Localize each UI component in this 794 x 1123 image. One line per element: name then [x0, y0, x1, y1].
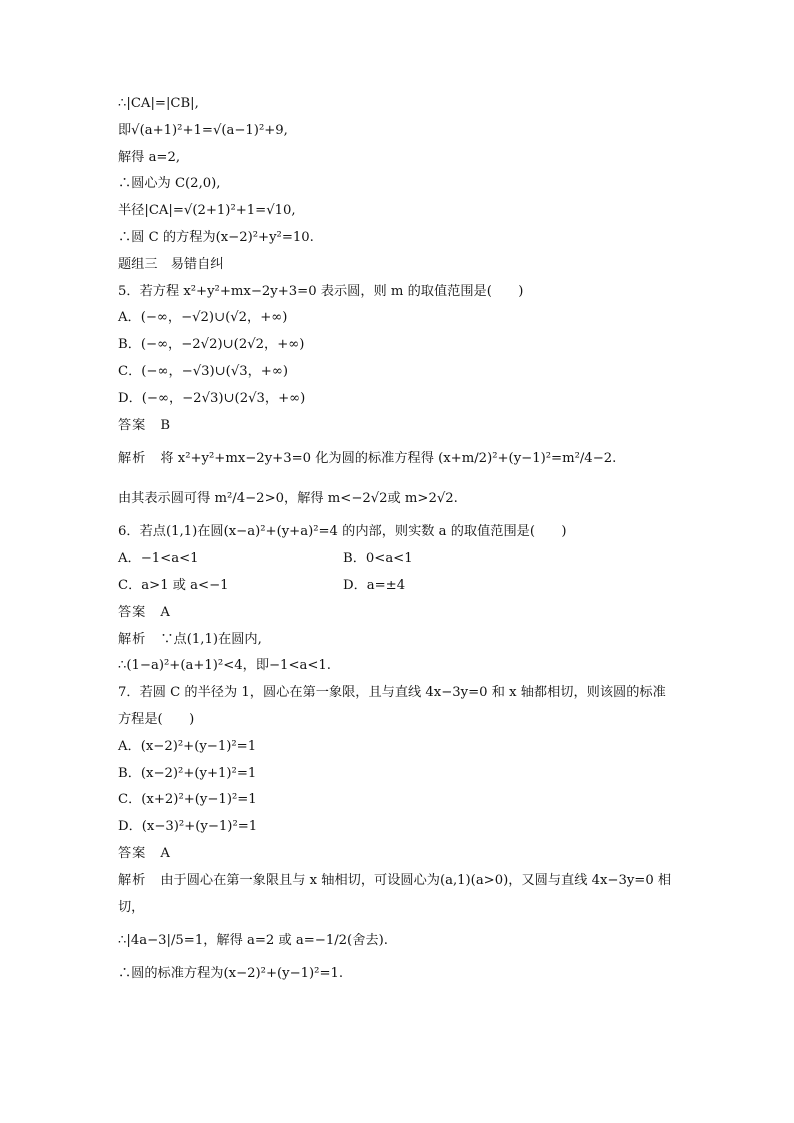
question-stem: 6．若点(1,1)在圆(x−a)²+(y+a)²=4 的内部，则实数 a 的取值范围是( ) — [118, 524, 567, 540]
solution-line: 即√(a+1)²+1=√(a−1)²+9, — [118, 122, 288, 138]
question-stem: 7．若圆 C 的半径为 1，圆心在第一象限，且与直线 4x−3y=0 和 x 轴都相切，则该圆的标准 — [118, 685, 666, 701]
analysis-line: 由其表示圆可得 m²/4−2>0，解得 m<−2√2或 m>2√2. — [118, 491, 458, 507]
option-row — [118, 546, 688, 573]
question-stem: 方程是( ) — [118, 711, 195, 727]
solution-line: 解得 a=2, — [118, 149, 181, 165]
solution-line: ∴|CA|=|CB|, — [118, 96, 199, 111]
analysis-label: 解析 — [118, 451, 147, 467]
solution-line: ∴圆心为 C(2,0), — [118, 176, 221, 192]
analysis-line: ∴(1−a)²+(a+1)²<4，即−1<a<1. — [118, 658, 331, 674]
analysis-text: ∵点(1,1)在圆内, — [160, 631, 262, 647]
answer-value: A — [160, 604, 170, 620]
analysis-label: 解析 — [118, 872, 147, 888]
analysis-line: 切， — [118, 899, 145, 915]
answer-label: 答案 — [118, 604, 147, 620]
document-page — [118, 91, 688, 988]
analysis-line: ∴|4a−3|/5=1，解得 a=2 或 a=−1/2(舍去). — [118, 933, 388, 949]
option-c: C．a>1 或 a<−1 — [118, 577, 229, 593]
answer-value: B — [160, 417, 171, 433]
option-a: A．(x−2)²+(y−1)²=1 — [118, 738, 257, 754]
option-d: D．a=±4 — [343, 577, 406, 593]
analysis-line — [118, 868, 688, 895]
analysis-label: 解析 — [118, 631, 147, 647]
option-b: B．(−∞，−2√2)∪(2√2，+∞) — [118, 337, 305, 353]
solution-line: 半径|CA|=√(2+1)²+1=√10, — [118, 203, 296, 219]
analysis-text: 由于圆心在第一象限且与 x 轴相切，可设圆心为(a,1)(a>0)，又圆与直线 4x−3y=0 相 — [160, 872, 672, 888]
answer-label: 答案 — [118, 845, 147, 861]
question-stem: 5．若方程 x²+y²+mx−2y+3=0 表示圆，则 m 的取值范围是( ) — [118, 283, 524, 299]
option-d: D．(x−3)²+(y−1)²=1 — [118, 819, 258, 835]
option-a: A．(−∞，−√2)∪(√2，+∞) — [118, 310, 288, 326]
answer-line — [118, 600, 688, 627]
option-row — [118, 573, 688, 600]
answer-value: A — [160, 845, 170, 861]
option-b: B．(x−2)²+(y+1)²=1 — [118, 765, 257, 781]
analysis-line — [118, 627, 688, 654]
option-c: C．(−∞，−√3)∪(√3，+∞) — [118, 363, 288, 379]
analysis-line: ∴圆的标准方程为(x−2)²+(y−1)²=1. — [118, 966, 344, 982]
option-b: B．0<a<1 — [343, 551, 413, 567]
solution-line: ∴圆 C 的方程为(x−2)²+y²=10. — [118, 229, 314, 245]
answer-line — [118, 413, 688, 440]
section-heading: 题组三 易错自纠 — [118, 256, 224, 272]
answer-label: 答案 — [118, 417, 147, 433]
option-a: A．−1<a<1 — [118, 551, 199, 567]
analysis-text: 将 x²+y²+mx−2y+3=0 化为圆的标准方程得 (x+m/2)²+(y−1)²=m²/4−2. — [160, 451, 617, 467]
answer-line — [118, 841, 688, 868]
option-c: C．(x+2)²+(y−1)²=1 — [118, 792, 257, 808]
option-d: D．(−∞，−2√3)∪(2√3，+∞) — [118, 390, 306, 406]
analysis-line — [118, 439, 688, 479]
